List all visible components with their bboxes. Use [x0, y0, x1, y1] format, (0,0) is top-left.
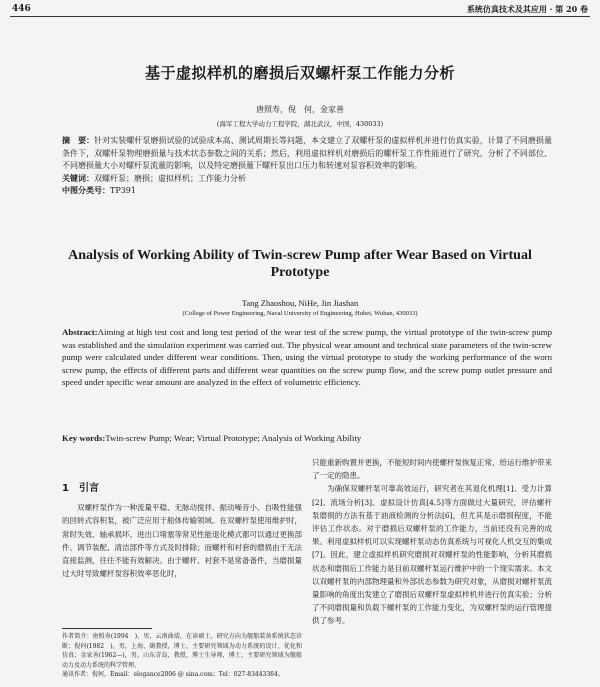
chinese-keywords [62, 173, 552, 186]
chinese-title: 基于虚拟样机的磨损后双螺杆泵工作能力分析 [144, 64, 455, 82]
corresponding-author: 通讯作者：倪何，Email：elegance2006 @ sina.com；Tel：027-83443364。 [62, 671, 284, 678]
right-column [312, 456, 552, 628]
english-abstract-text: Aiming at high test cost and long test period of the wear test of the screw pump, the virtual prototype of the twin-screw pump was established and the simulation experiment was carried out. The physical wear amount and technical state parameters of the twin-screw pump were calculated under different wear conditions. Then, using the virtual prototype to study the working performance of the worn screw pump, the effects of different parts and different wear quantities on the screw pump flow, and the screw pump outlet pressure and speed under specific wear amount are analyzed in the effect of volumetric efficiency. [62, 327, 552, 388]
english-title: Analysis of Working Ability of Twin-screw Pump after Wear Based on Virtual Prototype [68, 248, 532, 280]
chinese-abstract-block [62, 135, 552, 198]
author-bio: 作者简介：唐照寿(1994 )，男，云南曲靖，在读硕士，研究方向为舰船装备系统状态诊断；倪何(1982 )，男，上海，副教授，博士，主要研究领域为动力系统的设计、优化和仿真；金家善(1962—)，男，山东青岛，教授，博士生导师，博士，主要研究领域为舰船动力及动力系统的科学管理。 [62, 633, 302, 669]
left-column [62, 482, 302, 580]
english-abstract-label: Abstract: [62, 327, 98, 337]
chinese-abstract-label: 摘 要： [62, 136, 95, 145]
english-keywords-label: Key words: [62, 433, 106, 443]
english-authors: Tang Zhaoshou, NiHe, Jin Jiashan [241, 298, 359, 308]
chinese-abstract [62, 135, 552, 173]
header-rule [10, 16, 590, 17]
intro-paragraph-right: 为确保双螺杆泵可靠高效运行，研究者在其退化机理[1]、受力计算[2]、流场分析[3]、虚拟设计仿真[4,5]等方面做过大量研究，评估螺杆泵磨损的方法有基于油液检测的分析法[6]，但尤其是示磨损程度，不能评估工作状态。对于磨损后双螺杆泵的工作能力，当前还没有完善的成果。利用虚拟样机可以实现螺杆泵动态仿真系统与可视化人机交互的集成[7]。因此，建立虚拟样机研究磨损对双螺杆泵的性能影响，分析其磨损状态和磨损后工作能力是目前双螺杆泵运行维护中的一个现实需求。本文以双螺杆泵的内部物理量和外部状态参数为研究对象，从磨损对螺杆泵流量影响的角度出发建立了磨损后双螺杆泵虚拟样机并进行仿真实验；分析了不同磨损量和负载下螺杆泵的工作能力变化，为双螺杆泵的运行管理提供了参考。 [312, 484, 552, 626]
chinese-affiliation: (海军工程大学动力工程学院，湖北武汉，中国，430033) [216, 120, 384, 128]
clc-text: TP391 [110, 186, 136, 195]
intro-paragraph-left: 双螺杆泵作为一种流量平稳、无脉动搅拌、振动噪音小、自吸性能强的回转式容积泵，被广泛应用于船体传输领域。在双螺杆泵使用维护时，常时失效、轴承损坏、进出口堵塞等常见性能退化模式都可以通过更换部件、调节装配、清洁部件等方式及时排除；而螺杆和衬套的磨损由于无法直接监测，往往不能有效解决。由于螺杆、衬套不是常备备件，当磨损量过大时导致螺杆泵容积效率恶化时， [62, 503, 302, 579]
chinese-keywords-label: 关键词： [62, 173, 94, 183]
footnote-rule [62, 628, 152, 629]
chinese-keywords-text: 双螺杆泵；磨损；虚拟样机；工作能力分析 [94, 173, 246, 183]
page-number: 446 [12, 4, 31, 14]
english-keywords-text: Twin-screw Pump; Wear; Virtual Prototype; Analysis of Working Ability [105, 433, 362, 443]
chinese-abstract-text: 针对实装螺杆泵磨损试验的试验成本高、测试周期长等问题，本文建立了双螺杆泵的虚拟样机并进行仿真实验，计算了不同磨损量条件下，双螺杆泵物理磨损量与技术状态参数之间的关系；然后，利用虚拟样机对磨损后的螺杆泵工作性能进行了研究，分析了不同部位、不同磨损量大小对螺杆泵流量的影响，以及特定磨损量下螺杆泵出口压力和转速对泵容积效率的影响。 [62, 136, 553, 170]
english-abstract [62, 326, 552, 389]
intro-paragraph-continued: 只能重新购置并更换，不能短时间内使螺杆泵恢复正常，给运行维护带来了一定的隐患。 [312, 458, 552, 481]
english-keywords [62, 433, 552, 443]
chinese-authors: 唐照寿，倪 何，金家善 [256, 105, 344, 114]
clc-number [62, 185, 552, 198]
clc-label: 中图分类号： [62, 186, 110, 195]
author-footnote [62, 632, 302, 680]
section-heading-introduction: 1 引言 [62, 483, 99, 494]
journal-name: 系统仿真技术及其应用 · 第 20 卷 [466, 4, 588, 14]
english-affiliation: (College of Power Engineering, Naval University of Engineering, Hubei, Wuhan, 430033) [182, 310, 418, 317]
